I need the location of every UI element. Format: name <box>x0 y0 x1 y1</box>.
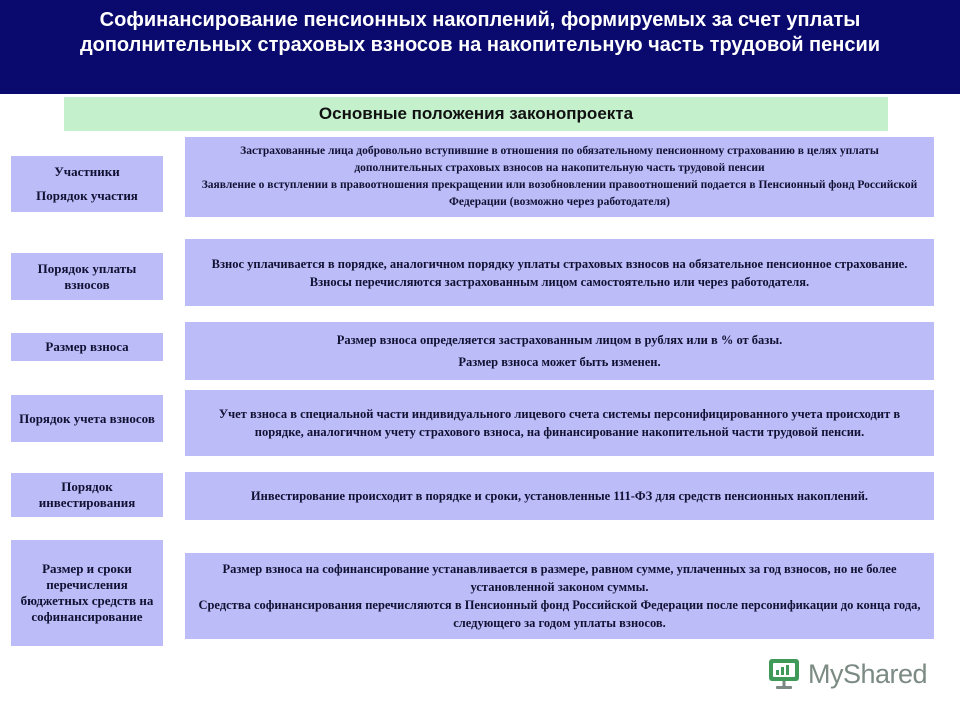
text-line: Взносы перечисляются застрахованным лицом самостоятельно или через работодателя. <box>309 274 810 289</box>
label-line: Порядок учета взносов <box>19 410 155 426</box>
text-line: Размер взноса может быть изменен. <box>458 355 661 369</box>
page-title: Софинансирование пенсионных накоплений, формируемых за счет уплаты дополнительных страховых взносов на накопительную часть трудовой пенсии <box>0 0 960 94</box>
text-line: Заявление о вступлении в правоотношения прекращении или возобновлении правоотношений подается в Пенсионный фонд Российской Федерации (возможно через работодателя) <box>201 179 918 208</box>
text-line: Учет взноса в специальной части индивидуального лицевого счета системы персонифицированного учета происходит в порядке, аналогичном учету страхового взноса, на финансирование накопительной части трудовой пенсии. <box>218 407 901 439</box>
label-line: Порядок уплаты взносов <box>37 260 137 292</box>
text-line: Размер взноса определяется застрахованным лицом в рублях или в % от базы. <box>336 333 783 347</box>
section-subtitle: Основные положения законопроекта <box>64 97 888 131</box>
label-line: Размер взноса <box>45 339 129 354</box>
label-budget-transfer <box>11 540 163 646</box>
myshared-logo <box>766 652 936 696</box>
text-line: Инвестирование происходит в порядке и сроки, установленные 111-ФЗ для средств пенсионных накоплений. <box>250 489 869 503</box>
text-line: Застрахованные лица добровольно вступившие в отношения по обязательному пенсионному страхованию в целях уплаты дополнительных страховых взносов на накопительную часть трудовой пенсии <box>240 145 879 174</box>
text-line: Средства софинансирования перечисляются в Пенсионный фонд Российской Федерации после персонификации до конца года, следующего за годом уплаты взносов. <box>198 598 921 630</box>
label-investment-order <box>11 473 163 517</box>
text-budget-transfer <box>185 553 934 639</box>
presentation-board-icon <box>766 656 802 692</box>
label-payment-order <box>11 253 163 300</box>
text-payment-order <box>185 239 934 306</box>
label-line: Порядок инвестирования <box>38 479 136 510</box>
label-line: Участники <box>54 164 120 179</box>
text-investment-order <box>185 472 934 520</box>
label-contribution-size <box>11 333 163 361</box>
text-line: Взнос уплачивается в порядке, аналогичном порядку уплаты страховых взносов на обязательное пенсионное страхование. <box>211 256 908 271</box>
label-line: Порядок участия <box>36 188 138 203</box>
text-accounting-order <box>185 390 934 456</box>
text-participants <box>185 137 934 217</box>
label-participants <box>11 156 163 212</box>
logo-text: MyShared <box>808 658 928 689</box>
text-contribution-size <box>185 322 934 380</box>
label-accounting-order <box>11 395 163 442</box>
label-line: Размер и сроки перечисления бюджетных средств на софинансирование <box>20 561 154 624</box>
text-line: Размер взноса на софинансирование устанавливается в размере, равном сумме, уплаченных за год взносов, но не более установленной законом суммы. <box>222 562 897 594</box>
